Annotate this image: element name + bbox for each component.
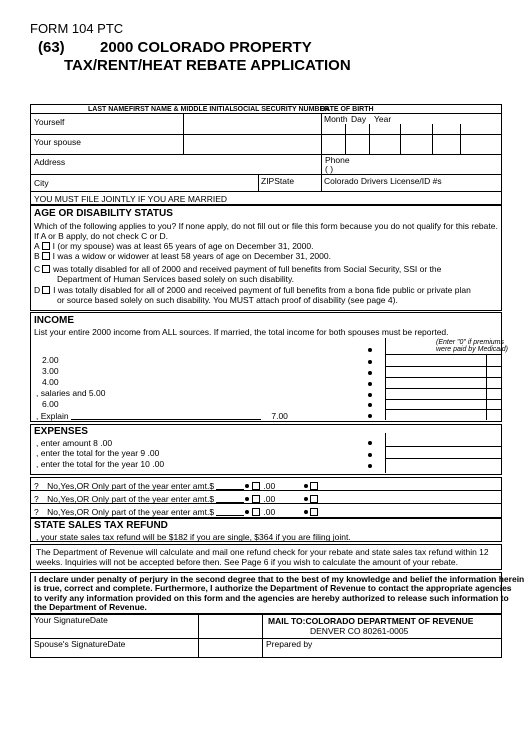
declaration-line-4: the Department of Revenue.	[34, 602, 147, 612]
income-line-2: 2.00	[42, 355, 59, 365]
question-checkbox[interactable]	[252, 495, 260, 503]
mail-address: DENVER CO 80261-0005	[310, 626, 409, 636]
label-day: Day	[351, 114, 367, 124]
jointly-note: YOU MUST FILE JOINTLY IF YOU ARE MARRIED	[34, 194, 228, 204]
option-b-checkbox[interactable]	[42, 252, 50, 260]
option-c-text-1: was totally disabled for all of 2000 and received payment of full benefits from Social Security, SSI or the	[53, 264, 442, 274]
question-checkbox[interactable]	[252, 508, 260, 516]
col-header-name: LAST NAMEFIRST NAME & MIDDLE INITIAL	[88, 106, 234, 113]
option-d-text-2: or source based solely on such disability. You MUST attach proof of disability (see page 4).	[57, 295, 398, 305]
option-d[interactable]	[34, 286, 471, 295]
option-a-letter: A	[34, 241, 40, 251]
expense-line-8: , enter amount 8 .00	[36, 438, 113, 448]
label-address: Address	[34, 157, 66, 167]
question-checkbox[interactable]	[252, 482, 260, 490]
title-line-2: TAX/RENT/HEAT REBATE APPLICATION	[64, 57, 351, 74]
question-checkbox[interactable]	[310, 495, 318, 503]
label-yourself: Yourself	[34, 117, 65, 127]
income-line-6: 6.00	[42, 399, 59, 409]
income-explain-field[interactable]	[71, 411, 261, 420]
title-line-1: 2000 COLORADO PROPERTY	[100, 39, 312, 56]
expense-line-9: , enter the total for the year 9 .00	[36, 448, 160, 458]
question-row[interactable]: ? No,Yes,OR Only part of the year enter amt.$ .00	[34, 494, 321, 504]
question-amount-field[interactable]	[216, 481, 244, 490]
sales-tax-heading: STATE SALES TAX REFUND	[34, 520, 168, 531]
option-b[interactable]	[34, 252, 331, 261]
income-line-7	[36, 411, 288, 421]
mail-to: MAIL TO:COLORADO DEPARTMENT OF REVENUE	[268, 616, 474, 626]
option-c-text-2: Department of Human Services based solely on such disability.	[57, 274, 295, 284]
title-code: (63)	[38, 39, 65, 56]
income-heading: INCOME	[34, 315, 74, 326]
option-a-checkbox[interactable]	[42, 242, 50, 250]
option-b-letter: B	[34, 251, 40, 261]
question-amount-field[interactable]	[216, 507, 244, 516]
income-line-4: 4.00	[42, 377, 59, 387]
declaration-line-1: I declare under penalty of perjury in the second degree that to the best of my knowledge and belief the information herein	[34, 574, 525, 584]
declaration-line-2: is true, correct and complete. Furthermore, I authorize the Department of Revenue to contact the appropriate agencies	[34, 583, 512, 593]
question-row[interactable]: ? No,Yes,OR Only part of the year enter amt.$ .00	[34, 481, 321, 491]
option-d-text-1: I was totally disabled for all of 2000 and received payment of full benefits from a bona fide public or private plan	[53, 285, 471, 295]
income-line-5: , salaries and 5.00	[36, 388, 106, 398]
col-header-ssn: SOCIAL SECURITY NUMBER	[233, 106, 330, 113]
label-year: Year	[374, 114, 392, 124]
age-intro-2: If A or B apply, do not check C or D.	[34, 231, 169, 241]
expense-line-10: , enter the total for the year 10 .00	[36, 459, 165, 469]
label-city: City	[34, 178, 49, 188]
label-phone: Phone	[325, 155, 350, 165]
col-header-dob: DATE OF BIRTH	[320, 106, 374, 113]
spouse-signature-field[interactable]: Spouse's SignatureDate	[34, 639, 126, 649]
notice-line-2: weeks. Inquiries will not be accepted before then. See Page 6 if you wish to calculate the amount of your rebate.	[36, 557, 458, 567]
question-amount-field[interactable]	[216, 494, 244, 503]
age-intro-1: Which of the following applies to you? If none apply, do not fill out or file this form because you do not qualify for this rebate.	[34, 221, 498, 231]
label-drivers-license: Colorado Drivers License/ID #s	[324, 176, 442, 186]
age-heading: AGE OR DISABILITY STATUS	[34, 208, 173, 219]
income-line-7-value: 7.00	[271, 411, 288, 421]
phone-paren: ( )	[325, 164, 334, 174]
notice-line-1: The Department of Revenue will calculate and mail one refund check for your rebate and state sales tax refund within 12	[36, 547, 489, 557]
option-a-text: I (or my spouse) was at least 65 years of age on December 31, 2000.	[52, 241, 314, 251]
medicaid-note-1: (Enter "0" if premiums	[436, 339, 504, 346]
income-explain-label: , Explain	[36, 411, 69, 421]
form-id: FORM 104 PTC	[30, 21, 124, 36]
question-row[interactable]: ? No,Yes,OR Only part of the year enter amt.$ .00	[34, 507, 321, 517]
option-d-checkbox[interactable]	[42, 286, 50, 294]
income-intro: List your entire 2000 income from ALL sources. If married, the total income for both spouses must be reported.	[34, 327, 449, 337]
label-month: Month	[324, 114, 348, 124]
option-c[interactable]	[34, 265, 441, 274]
label-zip-state: ZIPState	[261, 176, 295, 186]
option-c-checkbox[interactable]	[42, 265, 50, 273]
option-c-letter: C	[34, 264, 41, 274]
prepared-by-field[interactable]: Prepared by	[266, 639, 313, 649]
medicaid-note-2: were paid by Medicaid)	[436, 346, 508, 353]
option-a[interactable]	[34, 242, 313, 251]
label-spouse: Your spouse	[34, 137, 81, 147]
income-line-3: 3.00	[42, 366, 59, 376]
option-d-letter: D	[34, 285, 41, 295]
option-b-text: I was a widow or widower at least 58 years of age on December 31, 2000.	[52, 251, 331, 261]
declaration-line-3: to verify any information provided on this form and the agencies are hereby authorized to release such information to	[34, 593, 509, 603]
sales-tax-text: , your state sales tax refund will be $182 if you are single, $364 if you are filing joint.	[36, 532, 351, 542]
question-checkbox[interactable]	[310, 508, 318, 516]
your-signature-field[interactable]: Your SignatureDate	[34, 615, 108, 625]
question-checkbox[interactable]	[310, 482, 318, 490]
expenses-heading: EXPENSES	[34, 426, 88, 437]
